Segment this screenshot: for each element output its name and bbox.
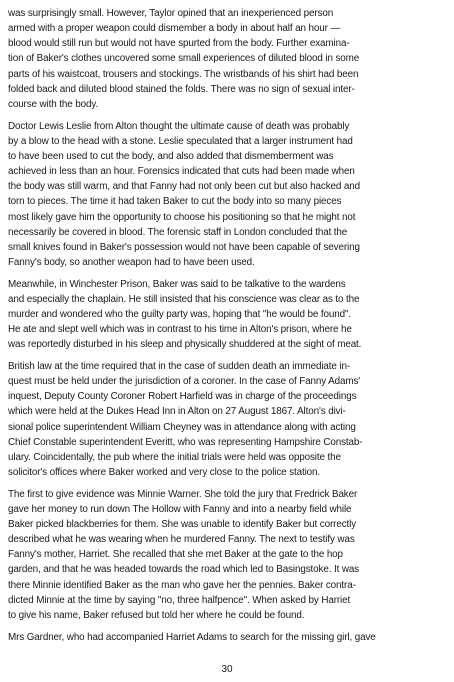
text-line: which were held at the Dukes Head Inn in Alton on 27 August 1867. Alton's divi-: [8, 406, 346, 418]
text-line: blood would still run but would not have spurted from the body. Further examina-: [8, 38, 350, 50]
text-line: sional police superintendent William Cheyney was in attendance along with acting: [8, 421, 356, 433]
text-line: was reportedly disturbed in his sleep and physically shuddered at the sight of meat.: [8, 339, 362, 351]
text-line: necessarily be covered in blood. The forensic staff in London concluded that the: [8, 226, 348, 238]
text-line: quest must be held under the jurisdiction of a coroner. In the case of Fanny Adams': [8, 376, 361, 388]
text-line: He ate and slept well which was in contrast to his time in Alton's prison, where he: [8, 324, 352, 336]
text-line: garden, and that he was headed towards the road which led to Basingstoke. It was: [8, 564, 360, 576]
page-number: 30: [221, 664, 233, 675]
paragraph-forensic-findings: [8, 6, 448, 112]
text-line: achieved in less than an hour. Forensics indicated that cuts had been made when: [8, 166, 355, 178]
text-line: Baker picked blackberries for them. She was unable to identify Baker but correctly: [8, 519, 357, 530]
text-line: was surprisingly small. However, Taylor opined that an inexperienced person: [8, 8, 334, 19]
text-line: and especially the chaplain. He still insisted that his conscience was clear as to the: [8, 293, 360, 305]
text-line: The first to give evidence was Minnie Warner. She told the jury that Fredrick Baker: [8, 488, 358, 500]
text-line: solicitor's offices where Baker worked and very close to the police station.: [8, 467, 321, 479]
paragraph-inquest: [8, 359, 448, 480]
text-line: Fanny's body, so another weapon had to have been used.: [8, 257, 255, 268]
text-line: folded back and diluted blood stained the folds. There was no sign of sexual inter-: [8, 83, 355, 95]
text-line: armed with a proper weapon could dismember a body in about half an hour —: [8, 23, 341, 35]
paragraph-winchester-prison: [8, 277, 448, 353]
paragraph-mrs-gardner: [8, 630, 448, 645]
text-line: small knives found in Baker's possession would not have been capable of severing: [8, 241, 360, 253]
paragraph-doctor-leslie: [8, 119, 448, 271]
text-line: to have been used to cut the body, and also added that dismemberment was: [8, 150, 334, 162]
text-line: Fanny's mother, Harriet. She recalled that she met Baker at the gate to the hop: [8, 549, 343, 561]
text-line: course with the body.: [8, 98, 99, 110]
text-line: torn to pieces. The time it had taken Baker to cut the body into so many pieces: [8, 196, 342, 208]
text-line: ulary. Coincidentally, the pub where the initial trials were held was opposite the: [8, 451, 341, 463]
text-line: most likely gave him the opportunity to choose his positioning so that he might not: [8, 211, 356, 223]
text-line: described what he was wearing when he murdered Fanny. The next to testify was: [8, 534, 355, 546]
text-line: gave her money to run down The Hollow with Fanny and into a nearby field while: [8, 503, 352, 515]
body-text: [8, 6, 448, 651]
text-line: inquest, Deputy County Coroner Robert Harfield was in charge of the proceedings: [8, 391, 357, 403]
paragraph-minnie-warner: [8, 487, 448, 623]
text-line: British law at the time required that in the case of sudden death an immediate in-: [8, 360, 351, 372]
text-line: there Minnie identified Baker as the man who gave her the pennies. Baker contra-: [8, 579, 356, 591]
text-line: tion of Baker's clothes uncovered some small experiences of diluted blood in some: [8, 53, 360, 65]
text-line: parts of his waistcoat, trousers and stockings. The wristbands of his shirt had been: [8, 68, 359, 80]
text-line: Mrs Gardner, who had accompanied Harriet Adams to search for the missing girl, gave: [8, 631, 376, 643]
text-line: murder and wondered who the guilty party was, hoping that "he would be found".: [8, 308, 351, 320]
text-line: Chief Constable superintendent Everitt, who was representing Hampshire Constab-: [8, 436, 363, 448]
text-line: by a blow to the head with a stone. Leslie speculated that a larger instrument had: [8, 135, 353, 147]
text-line: the body was still warm, and that Fanny had not only been cut but also hacked and: [8, 181, 361, 193]
text-line: Meanwhile, in Winchester Prison, Baker was said to be talkative to the wardens: [8, 278, 346, 290]
text-line: Doctor Lewis Leslie from Alton thought the ultimate cause of death was probably: [8, 120, 350, 132]
text-line: dicted Minnie at the time by saying "no, three halfpence". When asked by Harriet: [8, 594, 351, 606]
text-line: to give his name, Baker refused but told her where he could be found.: [8, 609, 305, 621]
